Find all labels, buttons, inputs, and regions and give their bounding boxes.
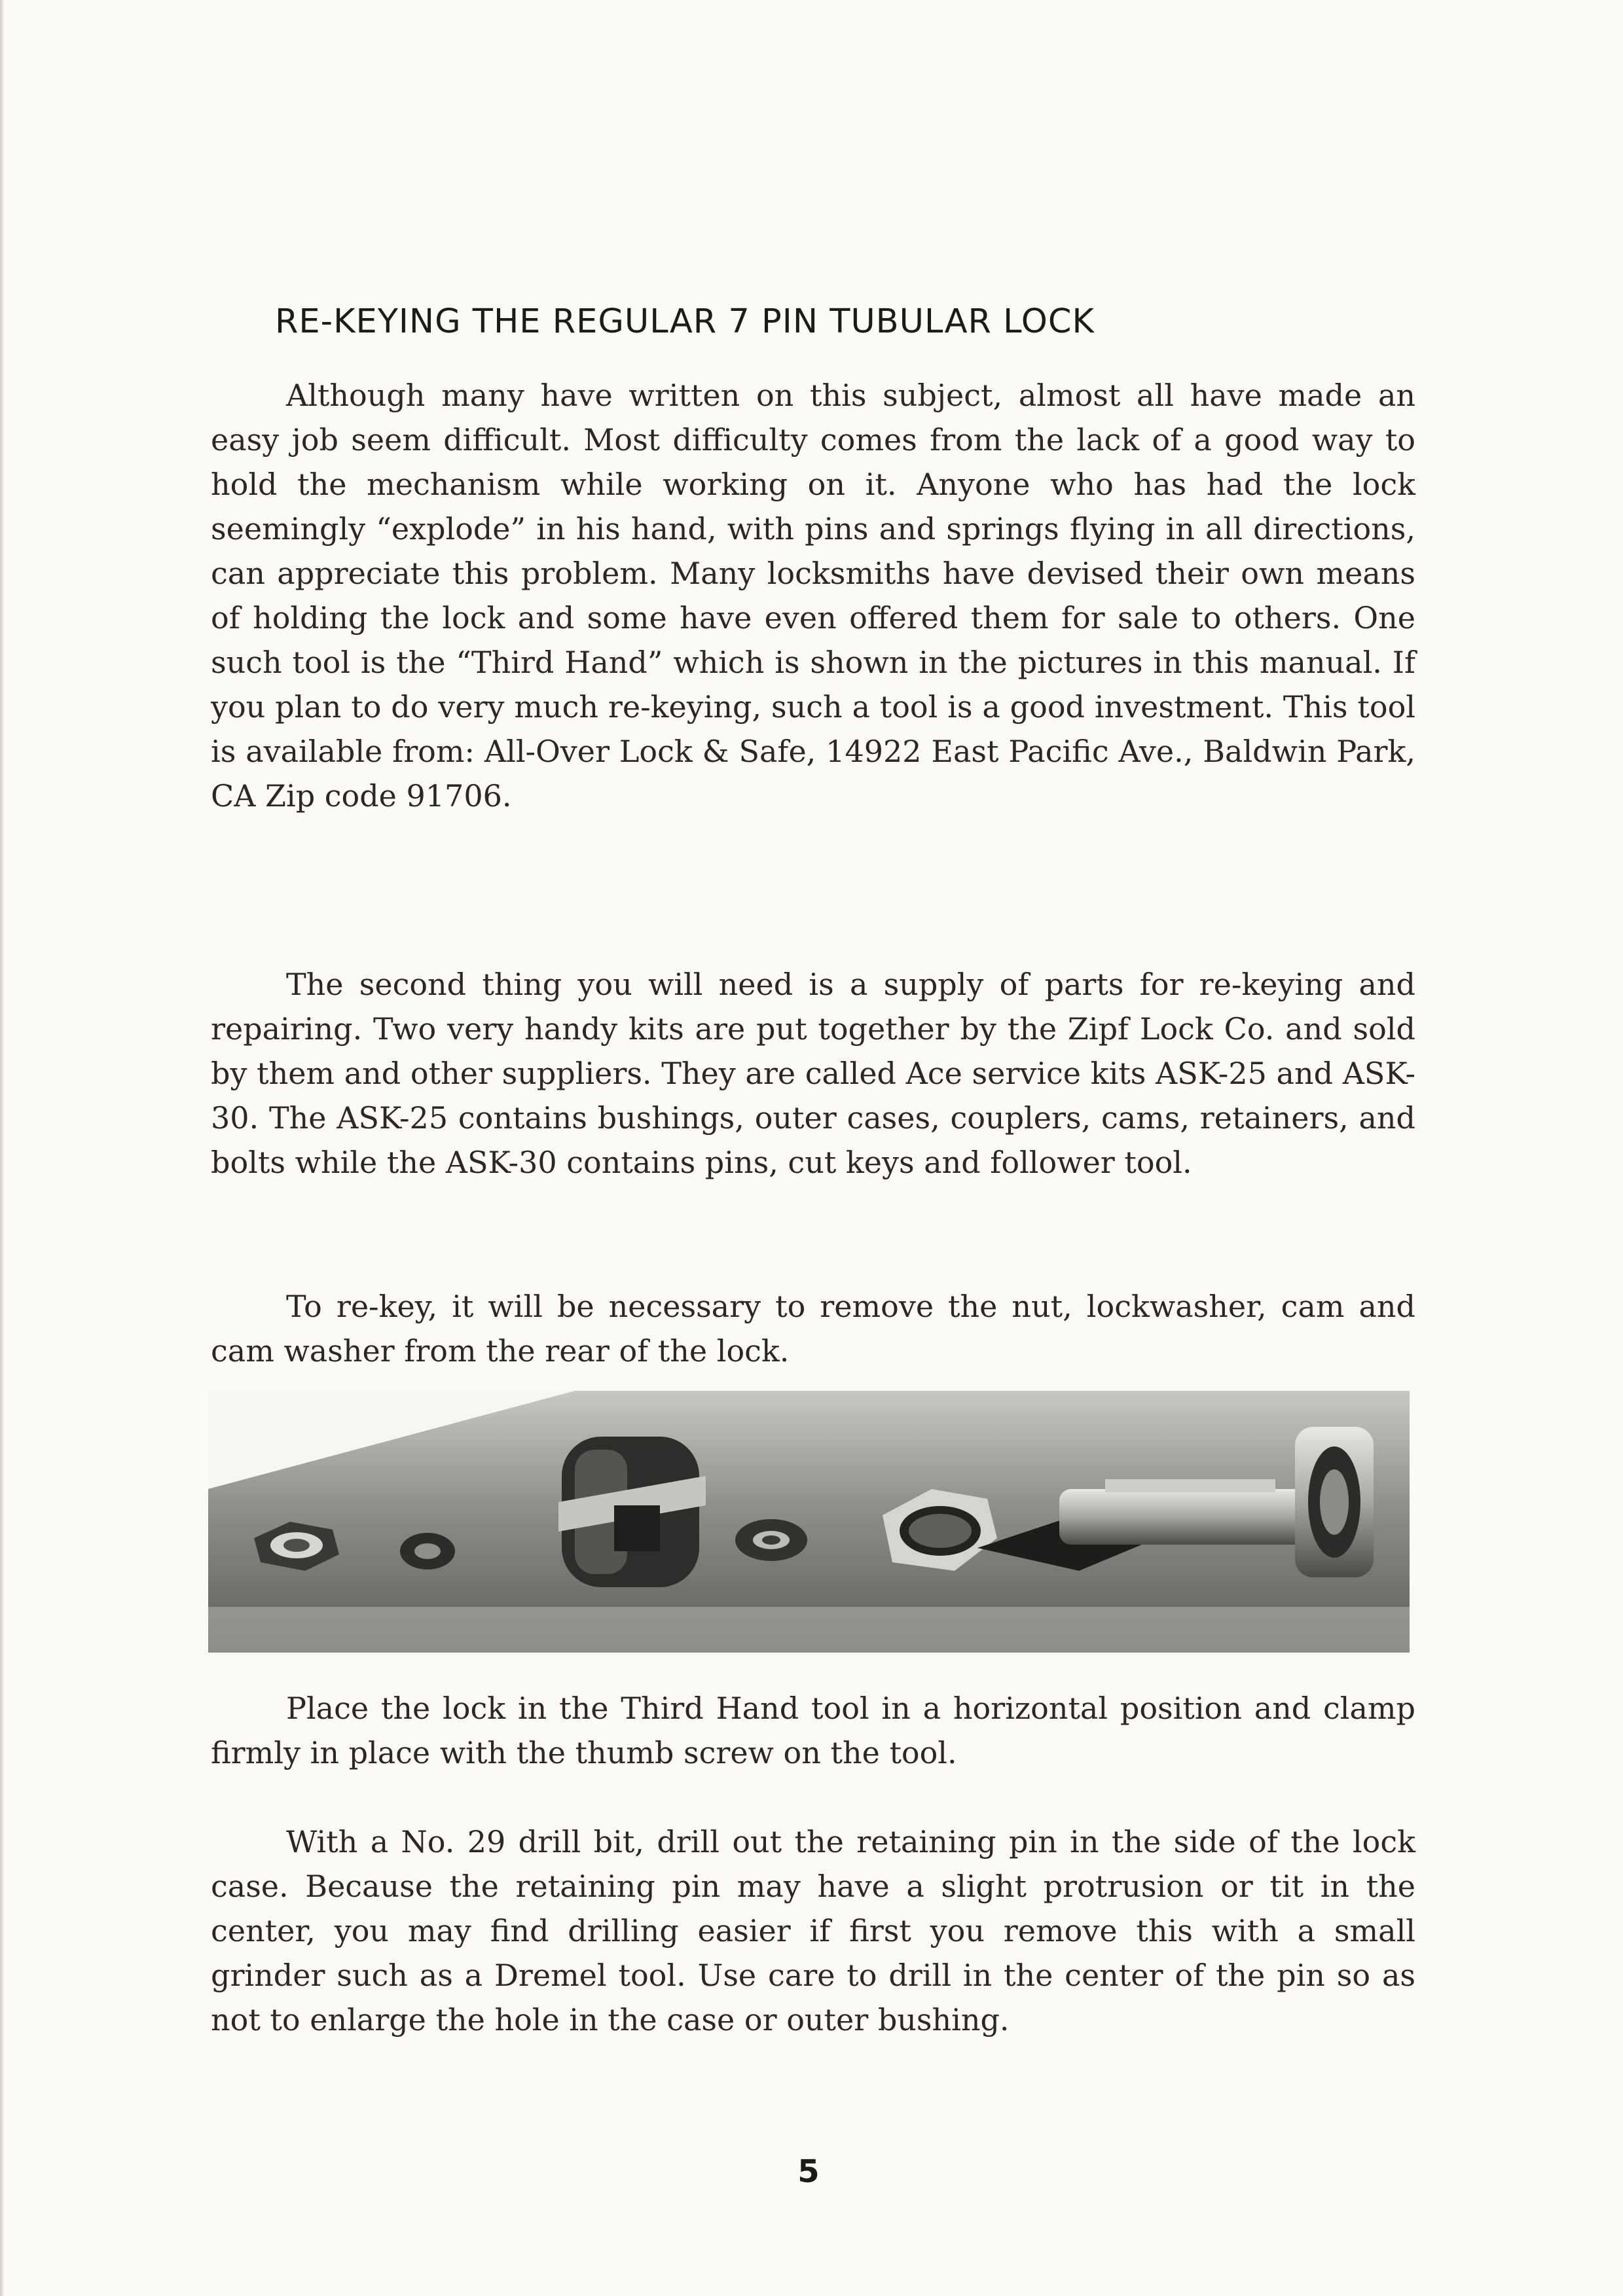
- lockwasher-part: [400, 1533, 455, 1570]
- page-spine-shadow: [0, 0, 4, 2296]
- paragraph-third-hand: Place the lock in the Third Hand tool in a horizontal position and clamp firmly in place with the thumb screw on the tool.: [211, 1691, 1415, 1770]
- page-number: 5: [797, 2153, 820, 2190]
- page-title: RE-KEYING THE REGULAR 7 PIN TUBULAR LOCK: [275, 302, 1095, 341]
- cam-part: [558, 1437, 706, 1587]
- paragraph-drill-retaining-pin: With a No. 29 drill bit, drill out the retaining pin in the side of the lock case. Because the retaining pin may have a slight protrusion or tit in the center, you may find drilling easier if first you remove this with a small grinder such as a Dremel tool. Use care to drill in the center of the pin so as not to enlarge the hole in the case or outer bushing.: [211, 1824, 1415, 2037]
- paragraph-intro: Although many have written on this subject, almost all have made an easy job seem difficult. Most difficulty comes from the lack of a good way to hold the mechanism while working on it. Anyone who has had the lock seemingly “explode” in his hand, with pins and springs flying in all directions, can appreciate this problem. Many locksmiths have devised their own means of holding the lock and some have even offered them for sale to others. One such tool is the “Third Hand” which is shown in the pictures in this manual. If you plan to do very much re-keying, such a tool is a good investment. This tool is available from: All-Over Lock & Safe, 14922 East Pacific Ave., Baldwin Park, CA Zip code 91706.: [211, 378, 1415, 814]
- cam-washer-part: [735, 1519, 807, 1561]
- lock-parts-photo: [208, 1391, 1410, 1653]
- paragraph-rekey-disassembly: To re-key, it will be necessary to remove the nut, lockwasher, cam and cam washer from the rear of the lock.: [211, 1289, 1415, 1369]
- paragraph-parts-kits: The second thing you will need is a supply of parts for re-keying and repairing. Two very handy kits are put together by the Zipf Lock Co. and sold by them and other suppliers. They are called Ace service kits ASK-25 and ASK-30. The ASK-25 contains bushings, outer cases, couplers, cams, retainers, and bolts while the ASK-30 contains pins, cut keys and follower tool.: [211, 967, 1415, 1180]
